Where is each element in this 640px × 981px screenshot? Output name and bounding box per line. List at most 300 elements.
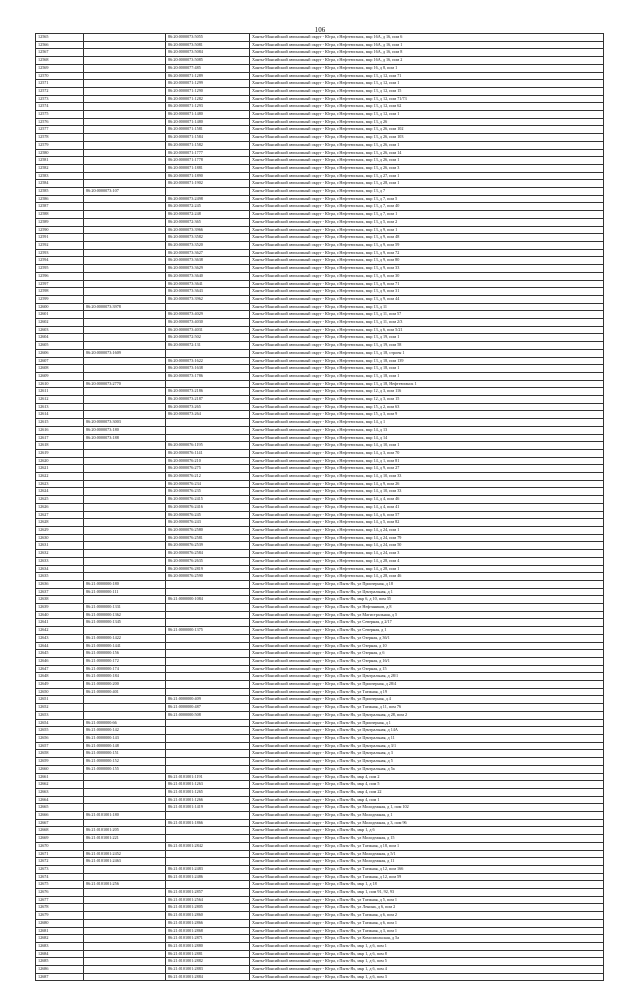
row-number: 12573 — [36, 95, 84, 103]
row-number: 12610 — [36, 380, 84, 388]
cadastral-number-a — [84, 72, 166, 80]
table-row — [36, 488, 604, 496]
address-cell: Ханты-Мансийский автономный округ - Югра, г.Нефтеюганск, мкр 16, д 8, пом 1 — [250, 64, 604, 72]
cadastral-number-a — [84, 565, 166, 573]
address-cell: Ханты-Мансийский автономный округ - Югра, г.Нефтеюганск, мкр 14, д 1, пом 81 — [250, 457, 604, 465]
address-cell: Ханты-Мансийский автономный округ - Югра, г.Нефтеюганск, мкр 14, д 6, пом 57 — [250, 511, 604, 519]
cadastral-number-b — [166, 611, 250, 619]
cadastral-number-b — [166, 411, 250, 419]
address-cell: Ханты-Мансийский автономный округ - Югра, г.Пыть-Ях, ул Озерная, д 6 — [250, 650, 604, 658]
address-cell: Ханты-Мансийский автономный округ - Югра, г.Нефтеюганск, мкр 14, д 3, пом 70 — [250, 449, 604, 457]
cadastral-number-a — [84, 966, 166, 974]
address-cell: Ханты-Мансийский автономный округ - Югра, г.Пыть-Ях, ул Молодежная, д 15 — [250, 835, 604, 843]
address-cell: Ханты-Мансийский автономный округ - Югра, г.Нефтеюганск, мкр 13, д 7, пом 40 — [250, 203, 604, 211]
cadastral-number-a — [84, 149, 166, 157]
table-row — [36, 172, 604, 180]
row-number: 12631 — [36, 542, 84, 550]
cadastral-number-a-text: 86:20:0000073:3003 — [86, 419, 121, 425]
table-row — [36, 449, 604, 457]
address-cell: Ханты-Мансийский автономный округ - Югра, г.Пыть-Ях, мкр 1, пом 91, 92, 93 — [250, 889, 604, 897]
row-number: 12664 — [36, 796, 84, 804]
table-row — [36, 380, 604, 388]
table-row — [36, 858, 604, 866]
table-row — [36, 203, 604, 211]
address-cell: Ханты-Мансийский автономный округ - Югра, г.Пыть-Ях, ул Северная, д 2/17 — [250, 619, 604, 627]
table-row — [36, 773, 604, 781]
address-cell: Ханты-Мансийский автономный округ - Югра, г.Пыть-Ях, ул Таежная, д 11, пом 76 — [250, 704, 604, 712]
cadastral-number-b-text: 86:20:0000071:1581 — [168, 126, 203, 132]
cadastral-number-b-text: 86:21:0101001:1263 — [168, 781, 203, 787]
cadastral-number-a — [84, 49, 166, 57]
row-number: 12582 — [36, 164, 84, 172]
row-number: 12638 — [36, 596, 84, 604]
cadastral-number-a — [84, 319, 166, 327]
address-cell: Ханты-Мансийский автономный округ - Югра, г.Пыть-Ях, мкр 4, пом 22 — [250, 788, 604, 796]
cadastral-number-a — [84, 496, 166, 504]
cadastral-number-b-text: 86:21:0101001:2860 — [168, 912, 203, 918]
cadastral-number-a — [84, 681, 166, 689]
cadastral-number-b-text: 86:21:0000000:1084 — [168, 596, 203, 602]
cadastral-number-a — [84, 542, 166, 550]
cadastral-number-b-text: 86:21:0101001:2883 — [168, 966, 203, 972]
cadastral-number-b — [166, 812, 250, 820]
row-number: 12636 — [36, 580, 84, 588]
cadastral-number-b — [166, 218, 250, 226]
cadastral-number-b — [166, 673, 250, 681]
cadastral-number-a-text: 86:20:0000073:107 — [86, 188, 119, 194]
cadastral-number-a — [84, 411, 166, 419]
address-cell: Ханты-Мансийский автономный округ - Югра, г.Нефтеюганск, мкр 14, д 10, пом 1 — [250, 442, 604, 450]
address-cell: Ханты-Мансийский автономный округ - Югра, г.Нефтеюганск, мкр 13, д 19, пом 58 — [250, 342, 604, 350]
table-row — [36, 958, 604, 966]
row-number: 12588 — [36, 211, 84, 219]
row-number: 12670 — [36, 842, 84, 850]
cadastral-number-a-text: 86:21:0101001:221 — [86, 835, 119, 841]
cadastral-number-b-text: 86:20:0000076:2635 — [168, 557, 203, 563]
cadastral-number-a — [84, 41, 166, 49]
address-cell: Ханты-Мансийский автономный округ - Югра, г.Пыть-Ях, ул Таежная, д 12, пом 166 — [250, 865, 604, 873]
address-cell: Ханты-Мансийский автономный округ - Югра, г.Пыть-Ях, ул Магистральная, д 5 — [250, 611, 604, 619]
address-cell: Ханты-Мансийский автономный округ - Югра, г.Нефтеюганск, мкр 13, д 11, пом 57 — [250, 311, 604, 319]
cadastral-number-b-text: 86:20:0000072:245 — [168, 203, 201, 209]
address-cell: Ханты-Мансийский автономный округ - Югра, г.Нефтеюганск, мкр 13, д 28, пом 1 — [250, 180, 604, 188]
table-row — [36, 465, 604, 473]
table-row — [36, 72, 604, 80]
address-cell: Ханты-Мансийский автономный округ - Югра, г.Пыть-Ях, ул Таежная, д 5, пом 1 — [250, 896, 604, 904]
cadastral-number-a — [84, 172, 166, 180]
row-number: 12600 — [36, 303, 84, 311]
cadastral-number-b — [166, 750, 250, 758]
table-row — [36, 673, 604, 681]
row-number: 12656 — [36, 734, 84, 742]
row-number: 12674 — [36, 873, 84, 881]
cadastral-number-b-text: 86:21:0000000:487 — [168, 704, 201, 710]
cadastral-number-a — [84, 64, 166, 72]
cadastral-number-a — [84, 218, 166, 226]
cadastral-number-b — [166, 103, 250, 111]
table-row — [36, 919, 604, 927]
row-number: 12590 — [36, 226, 84, 234]
cadastral-number-b-text: 86:21:0101001:1191 — [168, 773, 203, 779]
table-row — [36, 326, 604, 334]
table-row — [36, 750, 604, 758]
cadastral-number-a — [84, 480, 166, 488]
row-number: 12577 — [36, 126, 84, 134]
row-number: 12584 — [36, 180, 84, 188]
address-cell: Ханты-Мансийский автономный округ - Югра, г.Нефтеюганск, мкр 13, д 12, пом 15 — [250, 87, 604, 95]
table-row — [36, 257, 604, 265]
row-number: 12572 — [36, 87, 84, 95]
cadastral-number-b-text: 86:20:0000073:264 — [168, 411, 201, 417]
cadastral-number-b-text: 86:20:0000073:2186 — [168, 388, 203, 394]
address-cell: Ханты-Мансийский автономный округ - Югра, г.Нефтеюганск, мкр 13, д 11 — [250, 303, 604, 311]
table-row — [36, 295, 604, 303]
row-number: 12591 — [36, 234, 84, 242]
address-cell: Ханты-Мансийский автономный округ - Югра, г.Пыть-Ях, ул Таежная, д 12, пом 59 — [250, 873, 604, 881]
cadastral-number-a — [84, 403, 166, 411]
address-cell: Ханты-Мансийский автономный округ - Югра, г.Пыть-Ях, ул Центральная, д 14А — [250, 727, 604, 735]
cadastral-number-b — [166, 711, 250, 719]
cadastral-number-b-text: 86:20:0000076:212 — [168, 473, 201, 479]
cadastral-number-b — [166, 434, 250, 442]
cadastral-number-b — [166, 41, 250, 49]
table-row — [36, 388, 604, 396]
cadastral-number-b — [166, 211, 250, 219]
address-cell: Ханты-Мансийский автономный округ - Югра, г.Нефтеюганск, мкр 14, д 4, пом 46 — [250, 496, 604, 504]
cadastral-number-b-text: 86:21:0101001:1266 — [168, 796, 203, 802]
address-cell: Ханты-Мансийский автономный округ - Югра, г.Пыть-Ях, ул Приозерная, д 28/4 — [250, 681, 604, 689]
row-number: 12647 — [36, 665, 84, 673]
table-row — [36, 195, 604, 203]
cadastral-number-a — [84, 465, 166, 473]
cadastral-number-b-text: 86:20:0000076:2415 — [168, 496, 203, 502]
row-number: 12648 — [36, 673, 84, 681]
cadastral-number-b — [166, 758, 250, 766]
cadastral-number-a — [84, 812, 166, 820]
cadastral-number-b — [166, 180, 250, 188]
table-row — [36, 742, 604, 750]
cadastral-number-a-text: 86:21:0000000:111 — [86, 588, 119, 594]
cadastral-number-a-text: 86:21:0000000:1441 — [86, 642, 121, 648]
table-row — [36, 812, 604, 820]
cadastral-number-b-text: 86:20:0000071:1480 — [168, 118, 203, 124]
cadastral-number-a-text: 86:21:0000000:66 — [86, 719, 117, 725]
row-number: 12672 — [36, 858, 84, 866]
cadastral-number-b-text: 86:21:0101001:2805 — [168, 904, 203, 910]
table-row — [36, 580, 604, 588]
cadastral-number-b-text: 86:20:0000076:2580 — [168, 527, 203, 532]
address-cell: Ханты-Мансийский автономный округ - Югра, г.Пыть-Ях, ул Центральная, д 28, пом 2 — [250, 711, 604, 719]
row-number: 12599 — [36, 295, 84, 303]
row-number: 12589 — [36, 218, 84, 226]
table-row — [36, 781, 604, 789]
table-row — [36, 550, 604, 558]
cadastral-number-a — [84, 912, 166, 920]
row-number: 12611 — [36, 388, 84, 396]
address-cell: Ханты-Мансийский автономный округ - Югра, г.Нефтеюганск, мкр 13, д 18, Нефтеюганск 1 — [250, 380, 604, 388]
cadastral-number-b — [166, 573, 250, 581]
address-cell: Ханты-Мансийский автономный округ - Югра, г.Пыть-Ях, мкр 1, д 18 — [250, 881, 604, 889]
row-number: 12615 — [36, 419, 84, 427]
address-cell: Ханты-Мансийский автономный округ - Югра, г.Нефтеюганск, мкр 13, д 26 — [250, 118, 604, 126]
cadastral-number-a-text: 86:21:0000000:401 — [86, 688, 119, 694]
table-row — [36, 342, 604, 350]
cadastral-number-a — [84, 396, 166, 404]
cadastral-number-b-text: 86:20:0000073:5084 — [168, 49, 203, 55]
address-cell: Ханты-Мансийский автономный округ - Югра, г.Пыть-Ях, ул Центральная, д 5 — [250, 758, 604, 766]
address-cell: Ханты-Мансийский автономный округ - Югра, г.Нефтеюганск, мкр 13, д 12, пом 71 — [250, 72, 604, 80]
cadastral-number-a-text: 86:21:0000000:155 — [86, 765, 119, 771]
address-cell: Ханты-Мансийский автономный округ - Югра, г.Нефтеюганск, мкр 13, д 7 — [250, 188, 604, 196]
row-number: 12641 — [36, 619, 84, 627]
address-cell: Ханты-Мансийский автономный округ - Югра, г.Пыть-Ях, мкр 1, д 6, пом 1 — [250, 942, 604, 950]
row-number: 12567 — [36, 49, 84, 57]
cadastral-number-b — [166, 742, 250, 750]
cadastral-number-b — [166, 319, 250, 327]
cadastral-number-a — [84, 742, 166, 750]
cadastral-number-b-text: 86:20:0000073:3582 — [168, 234, 203, 240]
address-cell: Ханты-Мансийский автономный округ - Югра, г.Нефтеюганск, мкр 13, д 9, пом 30 — [250, 272, 604, 280]
address-cell: Ханты-Мансийский автономный округ - Югра, г.Нефтеюганск, мкр 13, д 9, пом 71 — [250, 280, 604, 288]
cadastral-number-b-text: 86:20:0000073:5055 — [168, 34, 203, 39]
address-cell: Ханты-Мансийский автономный округ - Югра, г.Пыть-Ях, ул Приозерная, д 1 — [250, 719, 604, 727]
row-number: 12583 — [36, 172, 84, 180]
cadastral-number-a — [84, 241, 166, 249]
cadastral-number-b — [166, 465, 250, 473]
address-cell: Ханты-Мансийский автономный округ - Югра, г.Нефтеюганск, мкр 13, д 19, пом 1 — [250, 334, 604, 342]
cadastral-number-b-text: 86:20:0000073:3962 — [168, 295, 203, 301]
row-number: 12593 — [36, 249, 84, 257]
row-number: 12597 — [36, 280, 84, 288]
address-cell: Ханты-Мансийский автономный округ - Югра, г.Пыть-Ях, мкр 1, д 6, пом 4 — [250, 966, 604, 974]
cadastral-number-a — [84, 34, 166, 42]
cadastral-number-a — [84, 904, 166, 912]
table-row — [36, 588, 604, 596]
table-row — [36, 873, 604, 881]
cadastral-number-b — [166, 57, 250, 65]
cadastral-number-b-text: 86:20:0000076:275 — [168, 465, 201, 471]
cadastral-number-a — [84, 973, 166, 981]
cadastral-number-b — [166, 303, 250, 311]
row-number: 12640 — [36, 611, 84, 619]
row-number: 12683 — [36, 942, 84, 950]
cadastral-number-a — [84, 611, 166, 619]
cadastral-number-a — [84, 827, 166, 835]
row-number: 12685 — [36, 958, 84, 966]
table-row — [36, 234, 604, 242]
cadastral-number-b-text: 86:21:0101001:2857 — [168, 889, 203, 895]
cadastral-number-a — [84, 873, 166, 881]
cadastral-number-a — [84, 634, 166, 642]
cadastral-number-b — [166, 380, 250, 388]
address-cell: Ханты-Мансийский автономный округ - Югра, г.Пыть-Ях, ул Центральная, д 1 — [250, 588, 604, 596]
cadastral-number-a-text: 86:21:0000000:143 — [86, 734, 119, 740]
cadastral-number-a — [84, 619, 166, 627]
table-row — [36, 927, 604, 935]
cadastral-number-b — [166, 681, 250, 689]
cadastral-number-b — [166, 835, 250, 843]
cadastral-number-b — [166, 588, 250, 596]
address-cell: Ханты-Мансийский автономный округ - Югра, г.Пыть-Ях, ул Озерная, д 10 — [250, 642, 604, 650]
table-row — [36, 303, 604, 311]
table-row — [36, 565, 604, 573]
table-row — [36, 396, 604, 404]
cadastral-number-b-text: 86:20:0000073:265 — [168, 403, 201, 409]
cadastral-number-b — [166, 534, 250, 542]
address-cell: Ханты-Мансийский автономный округ - Югра, г.Пыть-Ях, ул Озерная, д 36/1 — [250, 634, 604, 642]
cadastral-number-b — [166, 796, 250, 804]
table-row — [36, 889, 604, 897]
row-number: 12667 — [36, 819, 84, 827]
table-row — [36, 704, 604, 712]
table-row — [36, 365, 604, 373]
table-row — [36, 842, 604, 850]
cadastral-number-a — [84, 796, 166, 804]
row-number: 12637 — [36, 588, 84, 596]
cadastral-number-a — [84, 103, 166, 111]
cadastral-number-b — [166, 688, 250, 696]
row-number: 12596 — [36, 272, 84, 280]
cadastral-number-b — [166, 550, 250, 558]
table-row — [36, 696, 604, 704]
cadastral-number-a — [84, 226, 166, 234]
cadastral-number-a — [84, 57, 166, 65]
cadastral-number-a — [84, 819, 166, 827]
cadastral-number-b — [166, 727, 250, 735]
cadastral-number-a — [84, 758, 166, 766]
cadastral-number-b-text: 86:20:0000076:210 — [168, 457, 201, 463]
address-cell: Ханты-Мансийский автономный округ - Югра, г.Нефтеюганск, мкр 12, д 3, пом 15 — [250, 396, 604, 404]
address-cell: Ханты-Мансийский автономный округ - Югра, г.Нефтеюганск, мкр 13, д 9, пом 44 — [250, 295, 604, 303]
cadastral-number-a — [84, 126, 166, 134]
row-number: 12669 — [36, 835, 84, 843]
cadastral-number-b — [166, 665, 250, 673]
cadastral-number-b-text: 86:20:0000073:2187 — [168, 396, 203, 402]
row-number: 12574 — [36, 103, 84, 111]
address-cell: Ханты-Мансийский автономный округ - Югра, г.Пыть-Ях, ул Молодежная, д 5/1 — [250, 850, 604, 858]
cadastral-number-b — [166, 357, 250, 365]
table-row — [36, 966, 604, 974]
address-cell: Ханты-Мансийский автономный округ - Югра, г.Нефтеюганск, мкр 13, д 26, пом 102 — [250, 126, 604, 134]
cadastral-number-b-text: 86:21:0101001:1265 — [168, 788, 203, 794]
cadastral-number-a-text: 86:21:0101001:205 — [86, 827, 119, 833]
address-cell: Ханты-Мансийский автономный округ - Югра, г.Нефтеюганск, мкр 13, д 18, пом 139 — [250, 357, 604, 365]
cadastral-number-b — [166, 426, 250, 434]
cadastral-number-b-text: 86:20:0000073:3638 — [168, 257, 203, 263]
cadastral-number-a — [84, 342, 166, 350]
table-row — [36, 64, 604, 72]
table-row — [36, 727, 604, 735]
cadastral-number-b — [166, 87, 250, 95]
table-row — [36, 87, 604, 95]
register-body — [36, 34, 604, 981]
cadastral-number-a — [84, 511, 166, 519]
cadastral-number-b-text: 86:20:0000076:234 — [168, 480, 201, 486]
cadastral-number-a-text: 86:21:0101001:2463 — [86, 858, 121, 864]
cadastral-number-b-text: 86:20:0000073:3627 — [168, 249, 203, 255]
row-number: 12575 — [36, 111, 84, 119]
cadastral-number-b — [166, 449, 250, 457]
cadastral-number-b-text: 86:21:0101001:2881 — [168, 950, 203, 956]
cadastral-number-b-text: 86:20:0000073:5085 — [168, 57, 203, 63]
cadastral-number-a — [84, 141, 166, 149]
cadastral-number-b — [166, 511, 250, 519]
row-number: 12629 — [36, 527, 84, 535]
cadastral-number-a — [84, 326, 166, 334]
cadastral-number-a — [84, 203, 166, 211]
cadastral-number-b-text: 86:20:0000076:2416 — [168, 503, 203, 509]
address-cell: Ханты-Мансийский автономный округ - Югра, г.Пыть-Ях, мкр 1, д 6, пом 5 — [250, 958, 604, 966]
table-row — [36, 688, 604, 696]
address-cell: Ханты-Мансийский автономный округ - Югра, г.Нефтеюганск, мкр 13, д 11, пом 2/3 — [250, 319, 604, 327]
cadastral-number-b — [166, 842, 250, 850]
cadastral-number-b-text: 86:20:0000071:1480 — [168, 111, 203, 117]
cadastral-number-a-text: 86:21:0000000:174 — [86, 665, 119, 671]
table-row — [36, 134, 604, 142]
address-cell: Ханты-Мансийский автономный округ - Югра, г.Нефтеюганск, мкр 15, д 2, пом 63 — [250, 403, 604, 411]
address-cell: Ханты-Мансийский автономный округ - Югра, г.Нефтеюганск, мкр 14, д 24, пом 50 — [250, 542, 604, 550]
cadastral-number-a-text: 86:21:0000000:152 — [86, 758, 119, 764]
cadastral-number-b-text: 86:21:0101001:2866 — [168, 919, 203, 925]
table-row — [36, 265, 604, 273]
cadastral-number-b — [166, 634, 250, 642]
cadastral-number-a — [84, 519, 166, 527]
cadastral-number-b — [166, 627, 250, 635]
cadastral-number-b — [166, 49, 250, 57]
cadastral-number-b-text: 86:20:0000071:1584 — [168, 134, 203, 140]
row-number: 12620 — [36, 457, 84, 465]
address-cell: Ханты-Мансийский автономный округ - Югра, г.Пыть-Ях, ул Молодежная, д 3, пом 96 — [250, 819, 604, 827]
cadastral-number-b — [166, 950, 250, 958]
table-row — [36, 650, 604, 658]
cadastral-number-b-text: 86:20:0000073:1622 — [168, 357, 203, 363]
table-row — [36, 288, 604, 296]
cadastral-number-a — [84, 349, 166, 357]
row-number: 12646 — [36, 657, 84, 665]
address-cell: Ханты-Мансийский автономный округ - Югра, г.Нефтеюганск, мкр 14, д 9, пом 27 — [250, 465, 604, 473]
cadastral-number-a — [84, 696, 166, 704]
cadastral-number-b — [166, 311, 250, 319]
cadastral-number-b — [166, 349, 250, 357]
cadastral-number-a — [84, 650, 166, 658]
cadastral-number-b — [166, 865, 250, 873]
cadastral-number-a-text: 86:21:0101001:256 — [86, 881, 119, 887]
address-cell: Ханты-Мансийский автономный округ - Югра, г.Нефтеюганск, мкр 14, д 1 — [250, 419, 604, 427]
cadastral-number-a — [84, 249, 166, 257]
cadastral-number-a — [84, 688, 166, 696]
cadastral-number-a — [84, 858, 166, 866]
address-cell: Ханты-Мансийский автономный округ - Югра, г.Нефтеюганск, мкр 13, д 26, пом 14 — [250, 149, 604, 157]
row-number: 12586 — [36, 195, 84, 203]
table-row — [36, 711, 604, 719]
row-number: 12608 — [36, 365, 84, 373]
row-number: 12678 — [36, 904, 84, 912]
row-number: 12663 — [36, 788, 84, 796]
table-row — [36, 103, 604, 111]
address-cell: Ханты-Мансийский автономный округ - Югра, г.Нефтеюганск, мкр 14, д 28, пом 1 — [250, 565, 604, 573]
table-row — [36, 619, 604, 627]
cadastral-number-a — [84, 280, 166, 288]
address-cell: Ханты-Мансийский автономный округ - Югра, г.Нефтеюганск, мкр 14, д 28, пом 4 — [250, 557, 604, 565]
cadastral-number-a — [84, 419, 166, 427]
cadastral-number-b-text: 86:21:0101001:1866 — [168, 819, 203, 825]
table-row — [36, 573, 604, 581]
table-row — [36, 719, 604, 727]
address-cell: Ханты-Мансийский автономный округ - Югра, г.Пыть-Ях, мкр 4, пом 2 — [250, 773, 604, 781]
cadastral-number-b-text: 86:20:0000071:1290 — [168, 87, 203, 93]
row-number: 12614 — [36, 411, 84, 419]
cadastral-number-b — [166, 288, 250, 296]
